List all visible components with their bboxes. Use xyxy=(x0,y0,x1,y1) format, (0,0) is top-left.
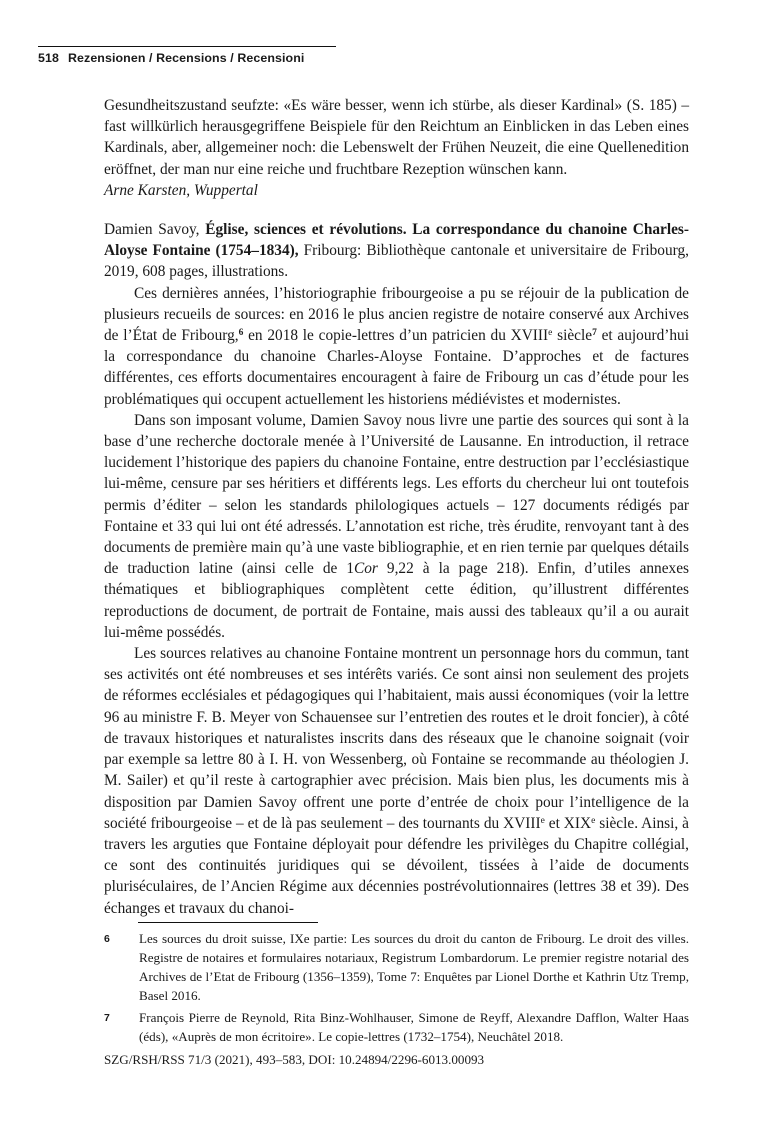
century-superscript: e xyxy=(548,328,553,339)
bible-book-abbrev: Cor xyxy=(354,560,378,578)
footnote-ref-6[interactable]: 6 xyxy=(238,328,244,339)
running-header xyxy=(38,46,338,65)
footnote-separator xyxy=(138,922,318,923)
journal-citation-footer: SZG/RSH/RSS 71/3 (2021), 493–583, DOI: 10.24894/2296-6013.00093 xyxy=(104,1052,485,1067)
paragraph-text: Dans son imposant volume, Damien Savoy nous livre une partie des sources qui sont à la base d’une recherche doctorale menée à l’Université de Lausanne. En introduction, il retrace lucidement l’historique des papiers du chanoine Fontaine, entre destruction par l’ecclésiastique lui-même, censure par ses héritiers et différents legs. Les efforts du chercheur lui ont toutefois permis d’éditer – selon les standards philologiques actuels – 127 documents rédigés par Fontaine et 33 qui lui ont été adressés. L’annotation est riche, très érudite, renvoyant tant à des documents de première main qu’à une vaste bibliographie, et en rien ternie par quelques détails de traduction latine (ainsi celle de 1 xyxy=(104,411,689,578)
paragraph-text: en 2018 le copie-lettres d’un patricien du XVIII xyxy=(243,327,549,345)
review-paragraph-3 xyxy=(104,643,689,919)
review-publication: Fribourg: Bibliothèque cantonale et universitaire de Fribourg, 2019, 608 pages, illustrations. xyxy=(104,242,689,281)
century-superscript: e xyxy=(540,815,545,826)
paragraph-text: Ces dernières années, l’historiographie fribourgeoise a pu se réjouir de la publication de plusieurs recueils de sources: en 2016 le plus ancien registre de notaire conservé aux Archives de l’État de Fribourg, xyxy=(104,284,689,345)
footnote-number: 6 xyxy=(104,933,110,945)
footnote-text: Les sources du droit suisse, IXe partie: Les sources du droit du canton de Fribourg. Le droit des villes. Registre de notaires et formulaires notariaux, Registrum Lombardorum. Le premier registre notarial des Archives de l’Etat de Fribourg (1356–1359), Tome 7: Enquêtes par Lionel Dorthe et Kathrin Utz Tremp, Basel 2016. xyxy=(139,931,689,1003)
paragraph-text: Les sources relatives au chanoine Fontaine montrent un personnage hors du commun, tant ses activités ont été nombreuses et ses intérêts variés. Ce sont ainsi non seulement des projets de réformes ecclésiales et pédagogiques qui l’habitaient, mais aussi économiques (voir la lettre 96 au ministre F. B. Meyer von Schauensee sur l’entretien des routes et le droit foncier), à côté de travaux historiques et naturalistes inscrits dans des réseaux que le chanoine soignait (voir par exemple sa lettre 80 à I. H. von Wessenberg, où Fontaine se recommande au théologien J. M. Sailer) et qu’il reste à cartographier avec précision. Mais bien plus, les documents mis à disposition par Damien Savoy offrent une porte d’entrée de choix pour l’intelligence de la société fribourgeoise – et de là pas seulement – des tournants du XVIII xyxy=(104,645,689,832)
paragraph-text: siècle xyxy=(552,327,593,345)
footnote-6 xyxy=(104,930,689,1006)
footnote-text: François Pierre de Reynold, Rita Binz-Wohlhauser, Simone de Reyff, Alexandre Dafflon, Walter Haas (éds), «Auprès de mon écritoire». Le copie-lettres (1732–1754), Neuchâtel 2018. xyxy=(139,1009,689,1044)
page-number: 518 xyxy=(38,51,59,65)
previous-review-closing-paragraph: Gesundheitszustand seufzte: «Es wäre besser, wenn ich stürbe, als dieser Kardinal» (S. 185) – fast willkürlich herausgegriffene Beispiele für den Reichtum an Einblicken in das Leben eines Kardinals, aber, allgemeiner noch: die Lebenswelt der Frühen Neuzeit, die eine Quellenedition eröffnet, der man nur eine reiche und fruchtbare Rezeption wünschen kann. xyxy=(104,97,689,178)
review-paragraph-1 xyxy=(104,283,689,410)
paragraph-text: et XIX xyxy=(544,814,592,832)
review-citation xyxy=(104,219,689,283)
header-text xyxy=(38,51,338,65)
running-title: Rezensionen / Recensions / Recensioni xyxy=(67,51,305,65)
footnote-7 xyxy=(104,1009,689,1047)
review-book-title: Église, sciences et révolutions. La correspondance du chanoine Charles-Aloyse Fontaine (1754–1834), xyxy=(104,221,689,260)
century-superscript: e xyxy=(591,815,596,826)
previous-review-signature: Arne Karsten, Wuppertal xyxy=(104,181,258,199)
main-text xyxy=(104,95,689,919)
footnotes xyxy=(104,930,689,1049)
header-rule xyxy=(38,46,336,47)
paragraph-text: et aujourd’hui la correspondance du chanoine Charles-Aloyse Fontaine. D’approches et de factures différentes, ces efforts documentaires encouragent à faire de Fribourg un cas d’étude pour les problématiques qui occupent actuellement les historiens médiévistes et modernistes. xyxy=(104,327,689,408)
review-author: Damien Savoy, xyxy=(104,221,206,239)
paragraph-text: 9,22 à la page 218). Enfin, d’utiles annexes thématiques et bibliographiques complètent cette édition, qu’illustrent différentes reproductions de document, de portrait de Fontaine, mais aussi des tableaux qu’il a ou aurait lui-même possédés. xyxy=(104,560,689,641)
paragraph-text: siècle. Ainsi, à travers les arguties que Fontaine déployait pour défendre les privilèges du Chapitre collégial, ce sont des continuités juridiques qui se dévoilent, tissées à l’aide de documents pluriséculaires, de l’Ancien Régime aux décennies postrévolutionnaires (lettres 38 et 39). Des échanges et travaux du chanoi- xyxy=(104,814,689,917)
footnote-number: 7 xyxy=(104,1011,110,1024)
footnote-ref-7[interactable]: 7 xyxy=(592,328,597,339)
review-paragraph-2 xyxy=(104,410,689,643)
